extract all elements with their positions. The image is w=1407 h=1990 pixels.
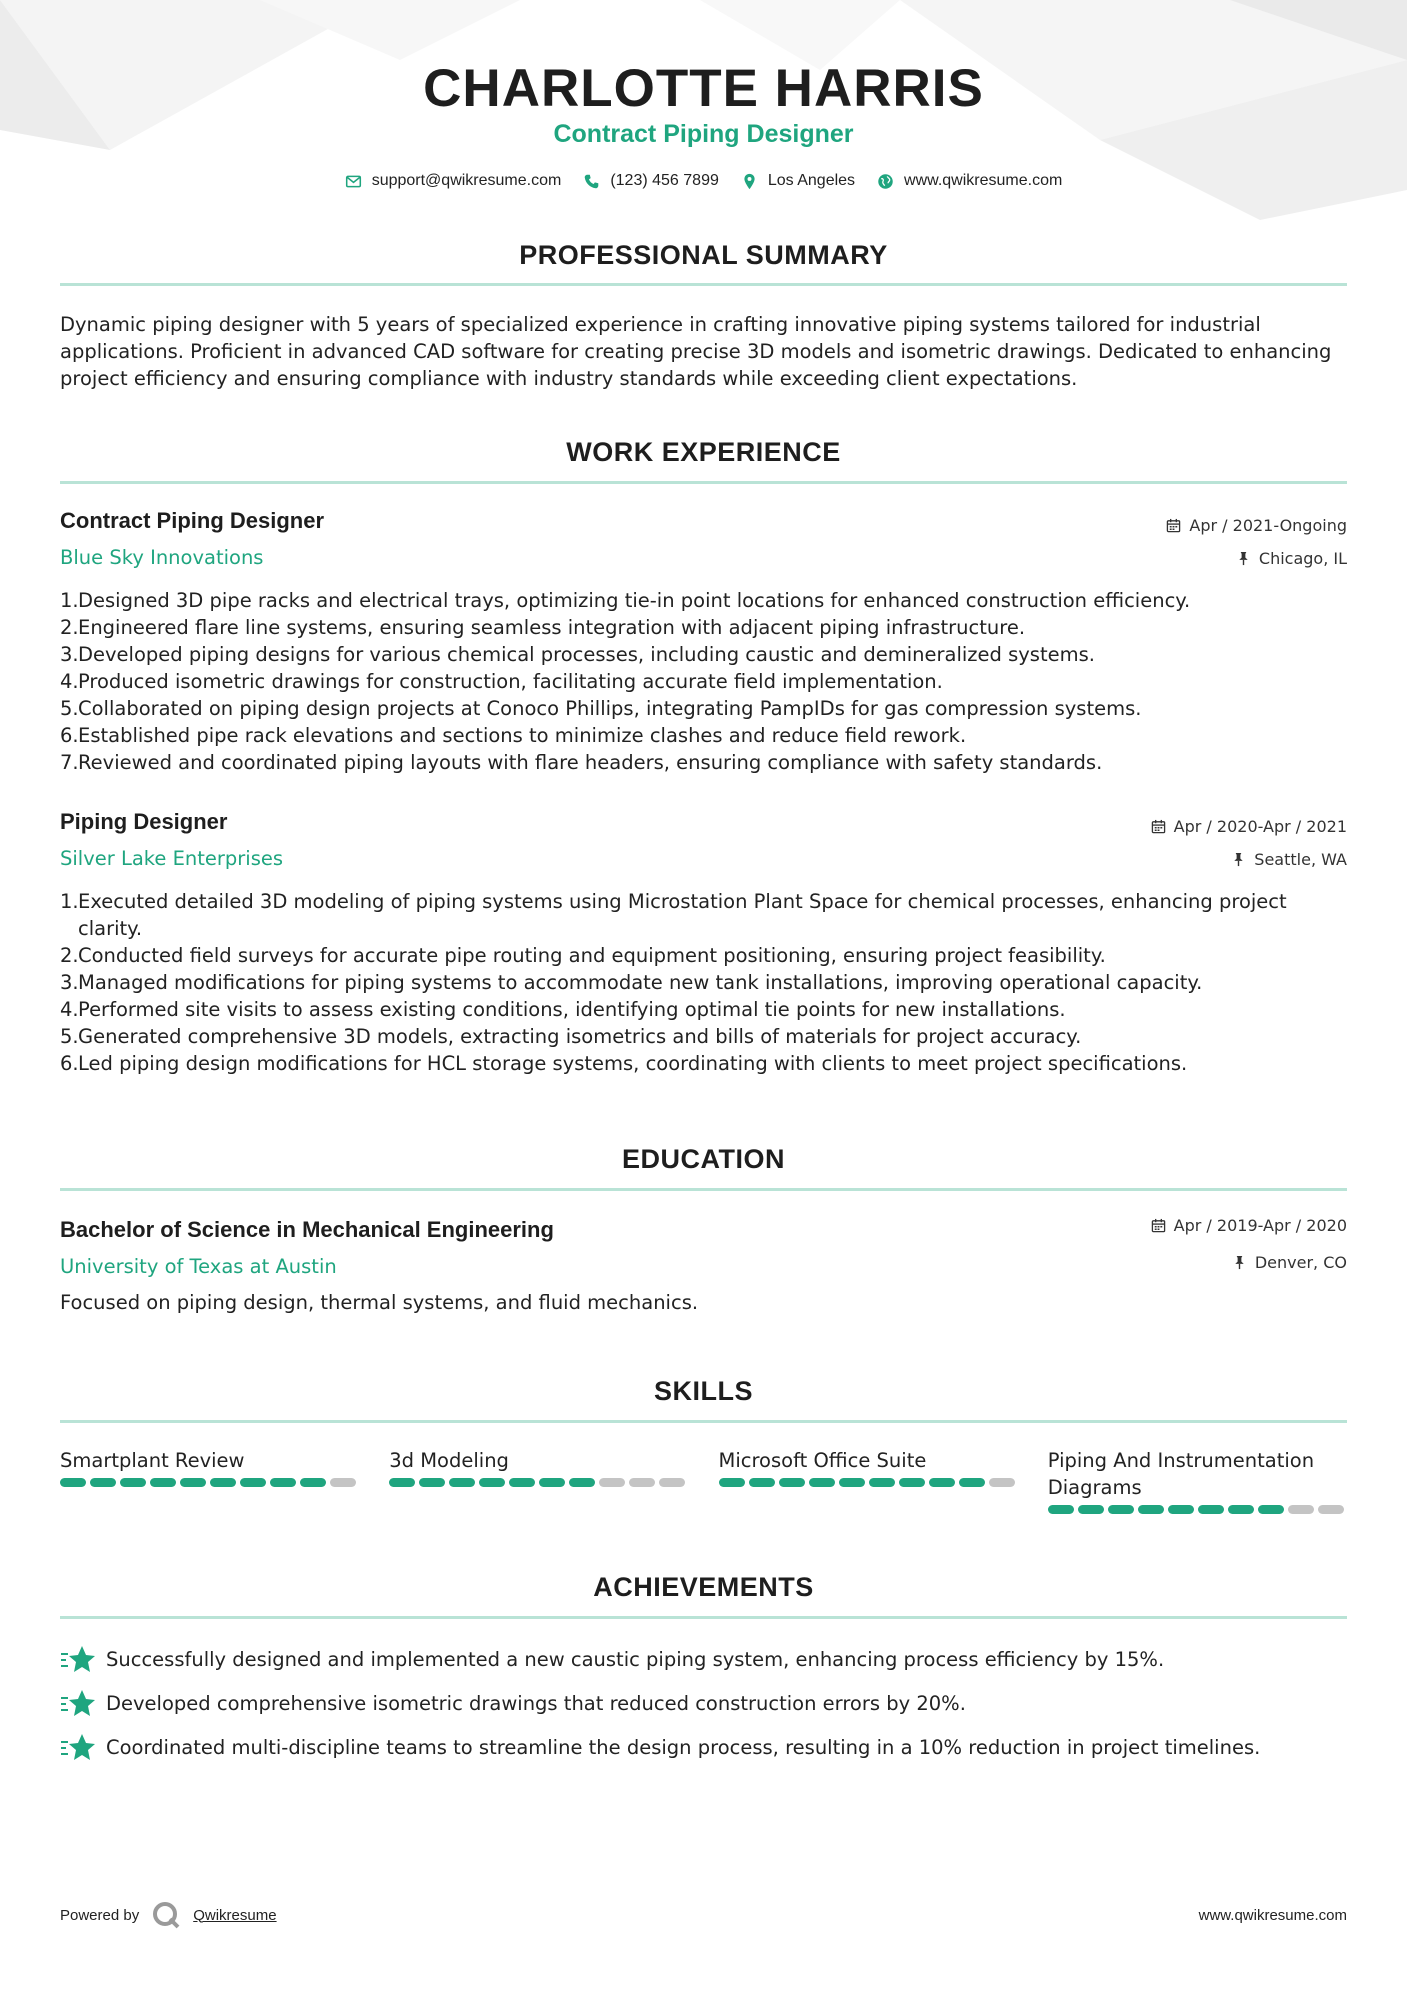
list-item-text: Engineered flare line systems, ensuring seamless integration with adjacent piping infrastructure. xyxy=(78,616,1026,639)
section-divider xyxy=(60,481,1347,484)
skill-level-segment xyxy=(569,1478,595,1487)
achievement-text: Coordinated multi-discipline teams to streamline the design process, resulting in a 10% reduction in project timelines. xyxy=(106,1735,1261,1759)
section-divider xyxy=(60,283,1347,286)
achievement-item xyxy=(60,1725,1347,1769)
phone-text: (123) 456 7899 xyxy=(610,172,719,189)
section-title-achievements: ACHIEVEMENTS xyxy=(593,1572,814,1602)
company-name: Silver Lake Enterprises xyxy=(60,847,284,870)
skill-item xyxy=(60,1447,359,1514)
job-location xyxy=(1231,850,1347,869)
skill-name: Microsoft Office Suite xyxy=(718,1449,927,1472)
email-text: support@qwikresume.com xyxy=(371,172,562,189)
list-item: 2. Engineered flare line systems, ensuring seamless integration with adjacent piping infrastructure. xyxy=(60,616,1026,639)
skill-level-segment xyxy=(90,1478,116,1487)
skill-level-segment xyxy=(150,1478,176,1487)
list-item-text: Collaborated on piping design projects at Conoco Phillips, integrating PampIDs for gas compression systems. xyxy=(78,697,1142,720)
skill-level-segment xyxy=(1288,1505,1314,1514)
envelope-icon xyxy=(345,173,362,190)
skill-level-segment xyxy=(659,1478,685,1487)
list-item: 4. Produced isometric drawings for construction, facilitating accurate field implementation. xyxy=(60,670,943,693)
qwikresume-logo-icon xyxy=(151,1900,181,1930)
skill-level-segment xyxy=(300,1478,326,1487)
achievement-text: Successfully designed and implemented a new caustic piping system, enhancing process efficiency by 15%. xyxy=(106,1647,1165,1671)
skill-level-bar xyxy=(719,1478,1018,1487)
star-icon xyxy=(60,1644,96,1674)
skill-level-segment xyxy=(1078,1505,1104,1514)
school-name: University of Texas at Austin xyxy=(60,1255,337,1278)
job-dates xyxy=(1151,817,1347,836)
skill-level-segment xyxy=(449,1478,475,1487)
job-dates-text: Apr / 2021-Ongoing xyxy=(1189,516,1347,535)
education-description: Focused on piping design, thermal systems, and fluid mechanics. xyxy=(60,1291,699,1314)
map-pin-icon xyxy=(741,173,758,190)
skill-level-segment xyxy=(539,1478,565,1487)
skill-level-segment xyxy=(869,1478,895,1487)
skill-level-segment xyxy=(749,1478,775,1487)
education-dates xyxy=(1151,1216,1347,1235)
skill-name: Piping And Instrumentation Diagrams xyxy=(1047,1449,1315,1499)
contact-website[interactable] xyxy=(877,172,1062,190)
contact-bar xyxy=(60,172,1347,190)
company-name: Blue Sky Innovations xyxy=(60,546,264,569)
list-item: 7. Reviewed and coordinated piping layouts with flare headers, ensuring compliance with safety standards. xyxy=(60,751,1103,774)
powered-by-label: Powered by xyxy=(60,1906,140,1924)
skill-level-segment xyxy=(509,1478,535,1487)
list-item-text: Established pipe rack elevations and sections to minimize clashes and reduce field rework. xyxy=(78,724,967,747)
skill-level-bar xyxy=(1048,1505,1347,1514)
skill-level-segment xyxy=(779,1478,805,1487)
footer-branding xyxy=(60,1900,277,1930)
phone-icon xyxy=(583,173,600,190)
skill-level-segment xyxy=(270,1478,296,1487)
skill-level-segment xyxy=(1168,1505,1194,1514)
globe-icon xyxy=(877,173,894,190)
skill-level-segment xyxy=(120,1478,146,1487)
list-item-text: Designed 3D pipe racks and electrical trays, optimizing tie-in point locations for enhanced construction efficiency. xyxy=(78,589,1191,612)
job-location xyxy=(1236,549,1347,568)
section-title-education: EDUCATION xyxy=(622,1144,785,1174)
section-divider xyxy=(60,1188,1347,1191)
skill-level-segment xyxy=(419,1478,445,1487)
list-item-text: Produced isometric drawings for construction, facilitating accurate field implementation. xyxy=(78,670,943,693)
skill-level-segment xyxy=(719,1478,745,1487)
list-item-text: Reviewed and coordinated piping layouts with flare headers, ensuring compliance with safety standards. xyxy=(78,751,1103,774)
list-item-text: Developed piping designs for various chemical processes, including caustic and demineralized systems. xyxy=(78,643,1095,666)
skill-level-segment xyxy=(180,1478,206,1487)
list-item-text: Conducted field surveys for accurate pipe routing and equipment positioning, ensuring project feasibility. xyxy=(78,944,1106,967)
list-item-text: Executed detailed 3D modeling of piping systems using Microstation Plant Space for chemical processes, enhancing project clarity. xyxy=(78,890,1287,940)
list-item: 3. Developed piping designs for various chemical processes, including caustic and demineralized systems. xyxy=(60,643,1095,666)
contact-email[interactable] xyxy=(345,172,562,190)
star-icon xyxy=(60,1732,96,1762)
skill-level-segment xyxy=(989,1478,1015,1487)
star-icon xyxy=(60,1688,96,1718)
degree-title: Bachelor of Science in Mechanical Engineering xyxy=(60,1217,554,1242)
calendar-icon xyxy=(1166,518,1181,533)
list-item: 2. Conducted field surveys for accurate pipe routing and equipment positioning, ensuring project feasibility. xyxy=(60,944,1106,967)
list-item: 1. Executed detailed 3D modeling of piping systems using Microstation Plant Space for chemical processes, enhancing project clarity. xyxy=(60,890,1287,940)
list-item: 5. Generated comprehensive 3D models, extracting isometrics and bills of materials for project accuracy. xyxy=(60,1025,1082,1048)
list-item: 3. Managed modifications for piping systems to accommodate new tank installations, improving operational capacity. xyxy=(60,971,1203,994)
skill-level-segment xyxy=(1048,1505,1074,1514)
skill-name: 3d Modeling xyxy=(389,1449,509,1472)
skills-list xyxy=(60,1447,1347,1514)
achievement-item xyxy=(60,1681,1347,1725)
skill-level-segment xyxy=(809,1478,835,1487)
calendar-icon xyxy=(1151,1218,1166,1233)
candidate-name: CHARLOTTE HARRIS xyxy=(423,59,984,118)
brand-link[interactable]: Qwikresume xyxy=(193,1906,277,1924)
list-item-text: Led piping design modifications for HCL storage systems, coordinating with clients to meet project specifications. xyxy=(78,1052,1188,1075)
job-bullets xyxy=(60,587,1347,776)
skill-level-segment xyxy=(929,1478,955,1487)
skill-level-segment xyxy=(1318,1505,1344,1514)
list-item-text: Performed site visits to assess existing conditions, identifying optimal tie points for new installations. xyxy=(78,998,1066,1021)
skill-level-segment xyxy=(1258,1505,1284,1514)
skill-level-segment xyxy=(330,1478,356,1487)
skill-level-segment xyxy=(1198,1505,1224,1514)
list-item: 6. Led piping design modifications for HCL storage systems, coordinating with clients to meet project specifications. xyxy=(60,1052,1188,1075)
contact-location xyxy=(741,172,855,190)
skill-level-segment xyxy=(479,1478,505,1487)
education-location-text: Denver, CO xyxy=(1254,1253,1347,1272)
skill-level-segment xyxy=(389,1478,415,1487)
location-text: Los Angeles xyxy=(767,172,856,189)
section-divider xyxy=(60,1420,1347,1423)
list-item: 5. Collaborated on piping design projects at Conoco Phillips, integrating PampIDs for gas compression systems. xyxy=(60,697,1142,720)
skill-level-segment xyxy=(240,1478,266,1487)
skill-level-segment xyxy=(1108,1505,1134,1514)
list-item: 4. Performed site visits to assess existing conditions, identifying optimal tie points for new installations. xyxy=(60,998,1066,1021)
job-location-text: Seattle, WA xyxy=(1254,850,1347,869)
footer xyxy=(60,1900,1347,1930)
skill-item xyxy=(719,1447,1018,1514)
skill-item xyxy=(389,1447,688,1514)
education-location xyxy=(1232,1253,1347,1272)
section-title-skills: SKILLS xyxy=(653,1376,753,1406)
pushpin-icon xyxy=(1236,551,1251,566)
skill-level-bar xyxy=(389,1478,688,1487)
skill-level-segment xyxy=(599,1478,625,1487)
skill-level-segment xyxy=(959,1478,985,1487)
skill-item xyxy=(1048,1447,1347,1514)
pushpin-icon xyxy=(1231,852,1246,867)
skill-level-segment xyxy=(1138,1505,1164,1514)
website-text: www.qwikresume.com xyxy=(904,172,1063,189)
achievement-text: Developed comprehensive isometric drawings that reduced construction errors by 20%. xyxy=(106,1691,966,1715)
job-dates xyxy=(1166,516,1347,535)
job-title: Piping Designer xyxy=(60,809,228,834)
skill-name: Smartplant Review xyxy=(60,1449,245,1472)
list-item: 1. Designed 3D pipe racks and electrical trays, optimizing tie-in point locations for enhanced construction efficiency. xyxy=(60,589,1191,612)
skill-level-segment xyxy=(899,1478,925,1487)
section-title-experience: WORK EXPERIENCE xyxy=(566,437,841,467)
job-bullets xyxy=(60,888,1347,1077)
list-item-text: Managed modifications for piping systems to accommodate new tank installations, improving operational capacity. xyxy=(78,971,1203,994)
summary-text: Dynamic piping designer with 5 years of specialized experience in crafting innovative piping systems tailored for industrial applications. Proficient in advanced CAD software for creating precise 3D models and isometric drawings. Dedicated to enhancing project efficiency and ensuring compliance with industry standards while exceeding client expectations. xyxy=(60,313,1332,390)
section-divider xyxy=(60,1616,1347,1619)
contact-phone[interactable] xyxy=(583,172,719,190)
pushpin-icon xyxy=(1232,1255,1247,1270)
skill-level-segment xyxy=(210,1478,236,1487)
achievements-list xyxy=(60,1637,1347,1769)
skill-level-segment xyxy=(1228,1505,1254,1514)
skill-level-bar xyxy=(60,1478,359,1487)
skill-level-segment xyxy=(629,1478,655,1487)
achievement-item xyxy=(60,1637,1347,1681)
education-dates-text: Apr / 2019-Apr / 2020 xyxy=(1173,1216,1347,1235)
section-title-summary: PROFESSIONAL SUMMARY xyxy=(519,240,888,270)
job-dates-text: Apr / 2020-Apr / 2021 xyxy=(1173,817,1347,836)
job-title: Contract Piping Designer xyxy=(60,508,325,533)
skill-level-segment xyxy=(839,1478,865,1487)
list-item: 6. Established pipe rack elevations and sections to minimize clashes and reduce field rework. xyxy=(60,724,967,747)
job-location-text: Chicago, IL xyxy=(1258,549,1347,568)
list-item-text: Generated comprehensive 3D models, extracting isometrics and bills of materials for project accuracy. xyxy=(78,1025,1082,1048)
candidate-role: Contract Piping Designer xyxy=(553,120,854,148)
skill-level-segment xyxy=(60,1478,86,1487)
calendar-icon xyxy=(1151,819,1166,834)
footer-website-link[interactable]: www.qwikresume.com xyxy=(1198,1906,1347,1924)
